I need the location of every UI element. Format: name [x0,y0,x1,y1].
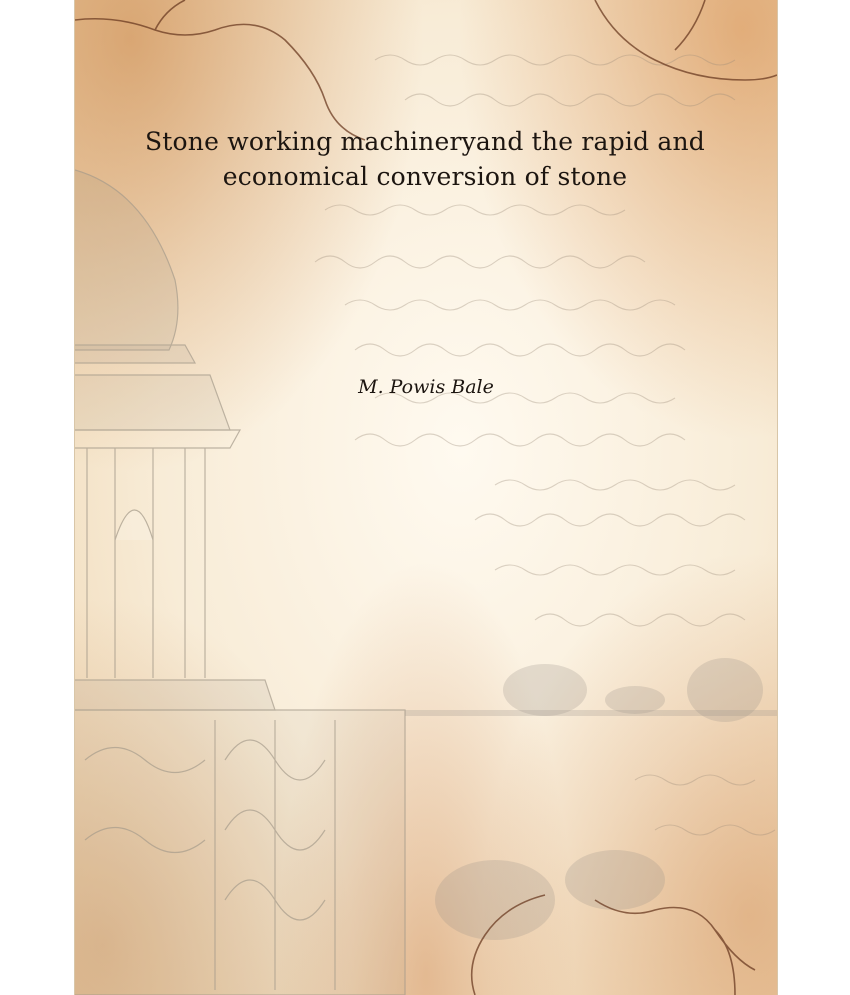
pavilion-illustration [75,170,405,995]
book-title: Stone working machineryand the rapid and economical conversion of stone [144,127,705,191]
landscape-illustration [405,658,777,940]
book-cover [74,0,778,995]
book-author: M. Powis Bale [358,376,494,398]
